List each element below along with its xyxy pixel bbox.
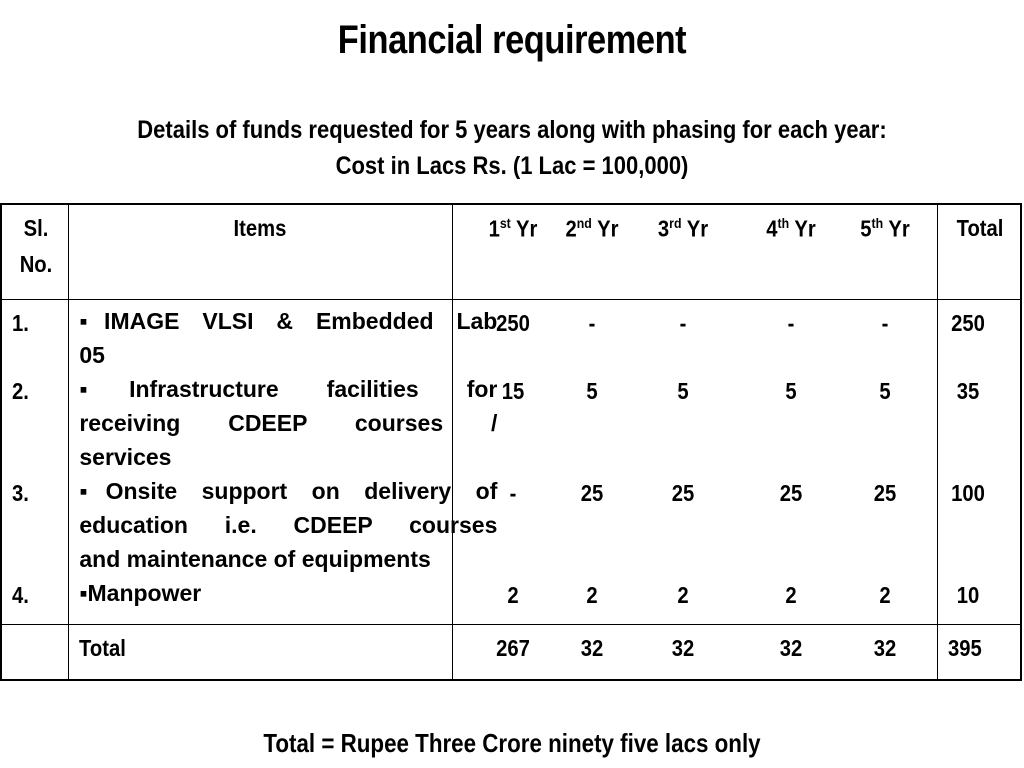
item-description <box>79 474 497 576</box>
item-line: ▪IMAGE VLSI & Embedded Lab <box>79 308 498 334</box>
year-value-1: 15 <box>501 378 524 404</box>
subtitle-funds: Details of funds requested for 5 years along with phasing for each year: <box>137 116 887 144</box>
header-year-suffix: Yr <box>681 215 708 242</box>
total-row-blank <box>1 625 69 681</box>
header-year-suffix: Yr <box>882 215 910 242</box>
header-year-num: 3 <box>657 215 669 242</box>
subtitle-cost-unit: Cost in Lacs Rs. (1 Lac = 100,000) <box>335 152 689 180</box>
header-year-sup: nd <box>576 215 592 231</box>
header-sl-line2: No. <box>19 251 53 277</box>
table-total-row <box>1 625 1021 681</box>
years-values-column <box>452 300 937 625</box>
year-value-5: 25 <box>873 480 896 506</box>
header-year-num: 5 <box>859 215 872 242</box>
table-row <box>1 300 1021 625</box>
header-year-suffix: Yr <box>788 215 816 242</box>
header-year-num: 4 <box>765 215 778 242</box>
header-year-suffix: Yr <box>591 215 619 242</box>
row-sl-no: 4. <box>12 582 29 608</box>
item-line: education i.e. CDEEP courses <box>79 512 498 538</box>
year-value-4: 2 <box>784 582 797 608</box>
item-line: receiving CDEEP courses / <box>79 410 498 436</box>
header-year-1 <box>488 215 537 243</box>
year-value-2: 5 <box>585 378 598 404</box>
row-total: 250 <box>950 310 985 336</box>
item-line: ▪Manpower <box>79 580 202 606</box>
table-header-row <box>1 204 1021 300</box>
year-value-1: 250 <box>495 310 530 336</box>
row-total: 10 <box>956 582 979 608</box>
total-row-values-cell <box>452 625 937 681</box>
year-value-1: - <box>509 480 516 506</box>
header-years <box>452 204 937 300</box>
total-year-value-5: 32 <box>873 635 896 661</box>
header-year-num: 1 <box>488 215 500 242</box>
row-sl-no: 3. <box>12 480 29 506</box>
row-sl-no: 2. <box>12 378 29 404</box>
year-value-2: 25 <box>580 480 603 506</box>
year-value-4: 25 <box>779 480 802 506</box>
header-year-sup: th <box>777 215 789 231</box>
item-description <box>79 576 497 610</box>
year-value-4: - <box>787 310 794 336</box>
item-line: ▪Onsite support on delivery of <box>79 478 498 504</box>
header-year-sup: st <box>499 215 511 231</box>
year-value-2: 2 <box>585 582 598 608</box>
year-value-3: 5 <box>676 378 689 404</box>
financial-table <box>0 203 1022 681</box>
item-line: services <box>79 444 172 470</box>
year-value-2: - <box>588 310 595 336</box>
header-year-2 <box>565 215 618 243</box>
total-year-value-1: 267 <box>495 635 530 661</box>
year-value-3: 25 <box>671 480 694 506</box>
total-column <box>937 300 1021 625</box>
row-sl-no: 1. <box>12 310 29 336</box>
year-value-3: 2 <box>676 582 689 608</box>
grand-total-value: 395 <box>947 635 982 661</box>
header-year-5 <box>860 215 910 243</box>
year-value-5: - <box>881 310 888 336</box>
header-year-sup: rd <box>668 215 682 231</box>
row-total: 35 <box>956 378 979 404</box>
total-row-label: Total <box>79 635 127 661</box>
header-sl-line1: Sl. <box>23 215 49 241</box>
footer-total-in-words: Total = Rupee Three Crore ninety five lacs only <box>263 728 761 758</box>
total-year-value-3: 32 <box>671 635 694 661</box>
header-items <box>69 204 452 300</box>
item-description <box>79 304 497 372</box>
item-line: 05 <box>79 342 105 368</box>
row-total: 100 <box>950 480 985 506</box>
header-year-num: 2 <box>565 215 577 242</box>
header-items-label: Items <box>233 215 287 241</box>
sl-column <box>1 300 69 625</box>
header-sl-no <box>1 204 69 300</box>
items-column <box>69 300 498 625</box>
total-row-label-cell <box>69 625 452 681</box>
year-value-1: 2 <box>506 582 519 608</box>
header-year-suffix: Yr <box>510 215 538 242</box>
total-year-value-4: 32 <box>779 635 802 661</box>
header-year-4 <box>766 215 816 243</box>
header-year-3 <box>657 215 707 243</box>
year-value-4: 5 <box>784 378 797 404</box>
total-row-grand-cell <box>937 625 1021 681</box>
item-description <box>79 372 497 474</box>
year-value-3: - <box>679 310 686 336</box>
header-total <box>937 204 1021 300</box>
item-line: and maintenance of equipments <box>79 546 431 572</box>
page-title: Financial requirement <box>337 18 687 62</box>
header-year-sup: th <box>871 215 883 231</box>
item-line: ▪Infrastructure facilities for <box>79 376 498 402</box>
total-year-value-2: 32 <box>580 635 603 661</box>
year-value-5: 2 <box>878 582 891 608</box>
year-value-5: 5 <box>878 378 891 404</box>
header-total-label: Total <box>956 215 1004 241</box>
